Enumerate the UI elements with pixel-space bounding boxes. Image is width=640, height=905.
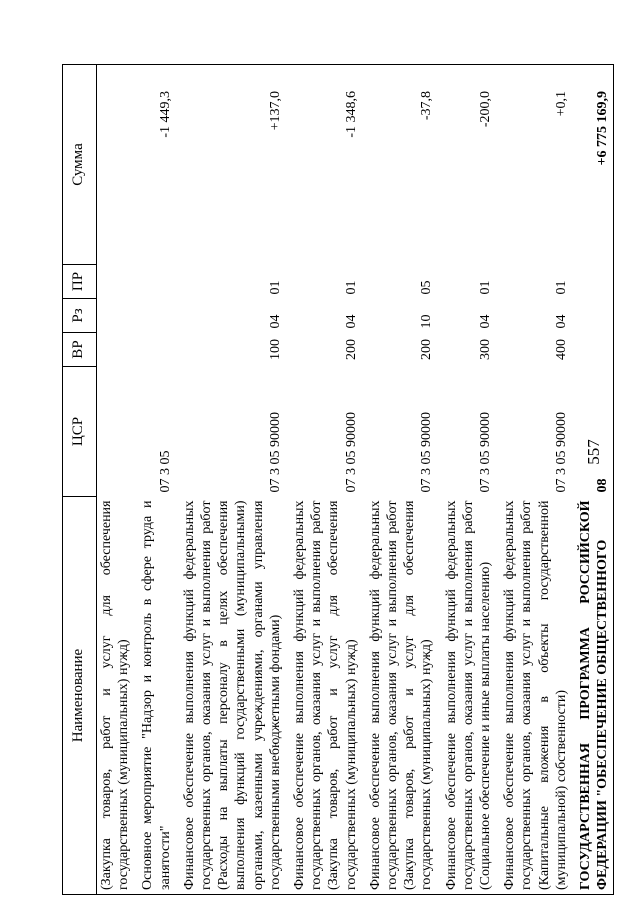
row-rz: 04 bbox=[553, 314, 569, 329]
row-name: Финансовое обеспечение выполнения функций федеральных государственных органов, оказания услуг и выполнения работ (Социальное обеспечение и иные выплаты населению) bbox=[442, 497, 497, 895]
header-sum: Сумма bbox=[63, 65, 97, 265]
row-csr: 07 3 05 90000 bbox=[553, 412, 569, 493]
row-csr bbox=[97, 367, 135, 497]
row-name: Финансовое обеспечение выполнения функций федеральных государственных органов, оказания услуг и выполнения работ (Закупка товаров, работ и услуг для обеспечения государственных (муниципальных) нужд) bbox=[290, 497, 362, 895]
row-rz: 10 bbox=[419, 314, 435, 329]
row-sum: +0,1 bbox=[500, 65, 572, 265]
row-sum bbox=[97, 65, 135, 265]
row-sum: +6 775 169,9 bbox=[576, 65, 614, 265]
row-pr: 01 bbox=[478, 280, 494, 295]
row-vr bbox=[97, 333, 135, 367]
row-vr: 200 bbox=[343, 339, 359, 360]
row-csr: 08 bbox=[576, 367, 614, 497]
table-row bbox=[290, 65, 362, 895]
row-csr: 07 3 05 90000 bbox=[343, 412, 359, 493]
row-csr: 07 3 05 90000 bbox=[419, 412, 435, 493]
row-rz: 04 bbox=[267, 314, 283, 329]
header-csr: ЦСР bbox=[63, 367, 97, 497]
row-rz bbox=[576, 299, 614, 333]
row-name: Основное мероприятие "Надзор и контроль в сфере труда и занятости" bbox=[138, 497, 175, 895]
row-vr: 100 bbox=[267, 339, 283, 360]
row-vr bbox=[138, 333, 175, 367]
row-name: Финансовое обеспечение выполнения функций федеральных государственных органов, оказания услуг и выполнения работ (Закупка товаров, работ и услуг для обеспечения государственных (муниципальных) нужд) bbox=[366, 497, 438, 895]
table-row bbox=[500, 65, 572, 895]
row-vr: 300 bbox=[478, 339, 494, 360]
row-sum: -1 449,3 bbox=[138, 65, 175, 265]
row-sum: -37,8 bbox=[366, 65, 438, 265]
row-pr: 01 bbox=[267, 280, 283, 295]
table-row bbox=[180, 65, 286, 895]
header-name: Наименование bbox=[63, 497, 97, 895]
row-csr: 07 3 05 bbox=[157, 450, 173, 493]
row-sum: -200,0 bbox=[442, 65, 497, 265]
header-vr: ВР bbox=[63, 333, 97, 367]
row-rz: 04 bbox=[478, 314, 494, 329]
row-rz bbox=[138, 299, 175, 333]
row-csr: 07 3 05 90000 bbox=[478, 412, 494, 493]
row-rz bbox=[97, 299, 135, 333]
header-pr: ПР bbox=[63, 265, 97, 299]
rotated-page-content bbox=[62, 65, 625, 895]
row-sum: +137,0 bbox=[180, 65, 286, 265]
header-rz: Рз bbox=[63, 299, 97, 333]
row-name: (Закупка товаров, работ и услуг для обеспечения государственных (муниципальных) нужд) bbox=[97, 497, 135, 895]
row-pr bbox=[576, 265, 614, 299]
row-name: Финансовое обеспечение выполнения функций федеральных государственных органов, оказания услуг и выполнения работ (Расходы на выплаты персоналу в целях обеспечения выполнения функций государственными (муниципальными) органами, казенными учреждениями, органами управления государственными внебюджетными фондами) bbox=[180, 497, 286, 895]
row-pr bbox=[138, 265, 175, 299]
row-vr: 200 bbox=[419, 339, 435, 360]
row-vr: 400 bbox=[553, 339, 569, 360]
row-name: ГОСУДАРСТВЕННАЯ ПРОГРАММА РОССИЙСКОЙ ФЕДЕРАЦИИ "ОБЕСПЕЧЕНИЕ ОБЩЕСТВЕННОГО bbox=[576, 497, 614, 895]
row-sum: -1 348,6 bbox=[290, 65, 362, 265]
table-row bbox=[366, 65, 438, 895]
row-pr: 01 bbox=[343, 280, 359, 295]
row-pr: 01 bbox=[553, 280, 569, 295]
row-vr bbox=[576, 333, 614, 367]
table-header-row bbox=[63, 65, 97, 895]
row-pr: 05 bbox=[419, 280, 435, 295]
row-name: Финансовое обеспечение выполнения функций федеральных государственных органов, оказания услуг и выполнения работ (Капитальные вложения в объекты государственной (муниципальной) собственности) bbox=[500, 497, 572, 895]
table-row bbox=[97, 65, 135, 895]
budget-table bbox=[62, 64, 614, 895]
row-pr bbox=[97, 265, 135, 299]
page-number: 557 bbox=[584, 439, 603, 465]
table-row bbox=[576, 65, 614, 895]
row-rz: 04 bbox=[343, 314, 359, 329]
table-row bbox=[442, 65, 497, 895]
row-csr: 07 3 05 90000 bbox=[267, 412, 283, 493]
table-row bbox=[138, 65, 175, 895]
